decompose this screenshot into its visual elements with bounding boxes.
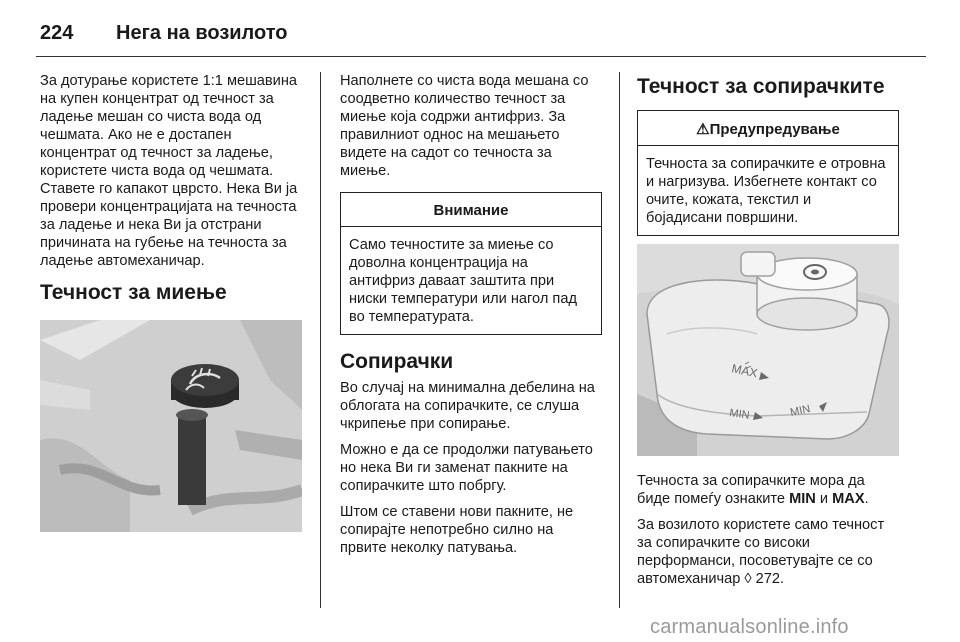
page-number: 224 [40, 22, 74, 44]
washer-fill-text: Наполнете со чиста вода мешана со соодветно количество течност за миење која содржи антифриз. За правилниот однос на мешањето видете на садот со течноста за миење. [340, 73, 589, 179]
brake-fluid-spec-text [637, 516, 899, 588]
min-mark-label-right: MIN [789, 403, 812, 419]
fluid-spec-text: За возилото користете само течност за сопирачките со високи перформанси, посоветувајте се со автомеханичар [637, 517, 885, 587]
page-header [36, 14, 926, 54]
column-3 [637, 72, 899, 596]
header-rule [36, 56, 926, 57]
max-marker-label: MAX [832, 491, 865, 507]
caution-notice [340, 192, 602, 335]
caution-notice-text: Само течностите за миење со доволна концентрација на антифриз даваат заштита при ниски температури или нагол пад во температурата. [349, 237, 577, 325]
min-mark-label-left: MIN [728, 407, 751, 422]
column-divider-1 [320, 72, 321, 608]
brake-reservoir-drawing [637, 244, 899, 456]
brakes-paragraph-2: Можно е да се продолжи патувањето но нека Ви ги заменат пакните на сопирачките што побргу. [340, 442, 593, 494]
warning-notice-text: Течноста за сопирачките е отровна и нагризува. Избегнете контакт со очите, кожата, текстил и бојадисани површини. [646, 156, 886, 226]
max-mark-label: MAX [730, 361, 759, 381]
page-title: Нега на возилото [116, 22, 288, 44]
washer-reservoir-drawing [40, 320, 302, 532]
brakes-heading: Сопирачки [340, 350, 454, 373]
brake-reservoir-illustration [637, 244, 899, 456]
page-reference-icon: ◊ [744, 571, 752, 587]
column-2 [340, 72, 602, 565]
page-reference[interactable]: 272. [751, 571, 785, 587]
warning-notice-title [638, 111, 898, 146]
washer-reservoir-illustration [40, 320, 302, 532]
coolant-topup-text: За дотурање користете 1:1 мешавина на купен концентрат од течност за ладење мешан со чиста вода од чешмата. Ако не е достапен концентрат од течност за ладење, користете чиста вода од чешмата. Ставете го капакот цврсто. Нека Ви ја провери концентрацијата на течноста за ладење и нека Ви ја отстрани причината на губење на течноста за ладење автомеханичар. [40, 73, 298, 269]
level-and-text: и [815, 491, 833, 507]
warning-title-text: Предупредување [709, 121, 840, 138]
level-text: Течноста за сопирачките мора да биде помеѓу ознаките [637, 473, 865, 507]
brake-fluid-level-text [637, 472, 899, 508]
brake-fluid-heading: Течност за сопирачките [637, 75, 885, 98]
washer-fluid-heading: Течност за миење [40, 281, 227, 304]
column-1 [40, 72, 302, 532]
watermark: carmanualsonline.info [650, 616, 849, 638]
warning-notice [637, 110, 899, 236]
brakes-paragraph-1: Во случај на минимална дебелина на облогата на сопирачките, се слуша чкрипење при сопирање. [340, 380, 595, 432]
caution-notice-title: Внимание [341, 193, 601, 227]
level-end-text: . [864, 491, 869, 507]
column-divider-2 [619, 72, 620, 608]
brakes-paragraph-3: Штом се ставени нови пакните, не сопирајте непотребно силно на првите неколку патувања. [340, 504, 574, 556]
warning-icon: ⚠ [696, 121, 710, 138]
min-marker-label: MIN [789, 491, 816, 507]
